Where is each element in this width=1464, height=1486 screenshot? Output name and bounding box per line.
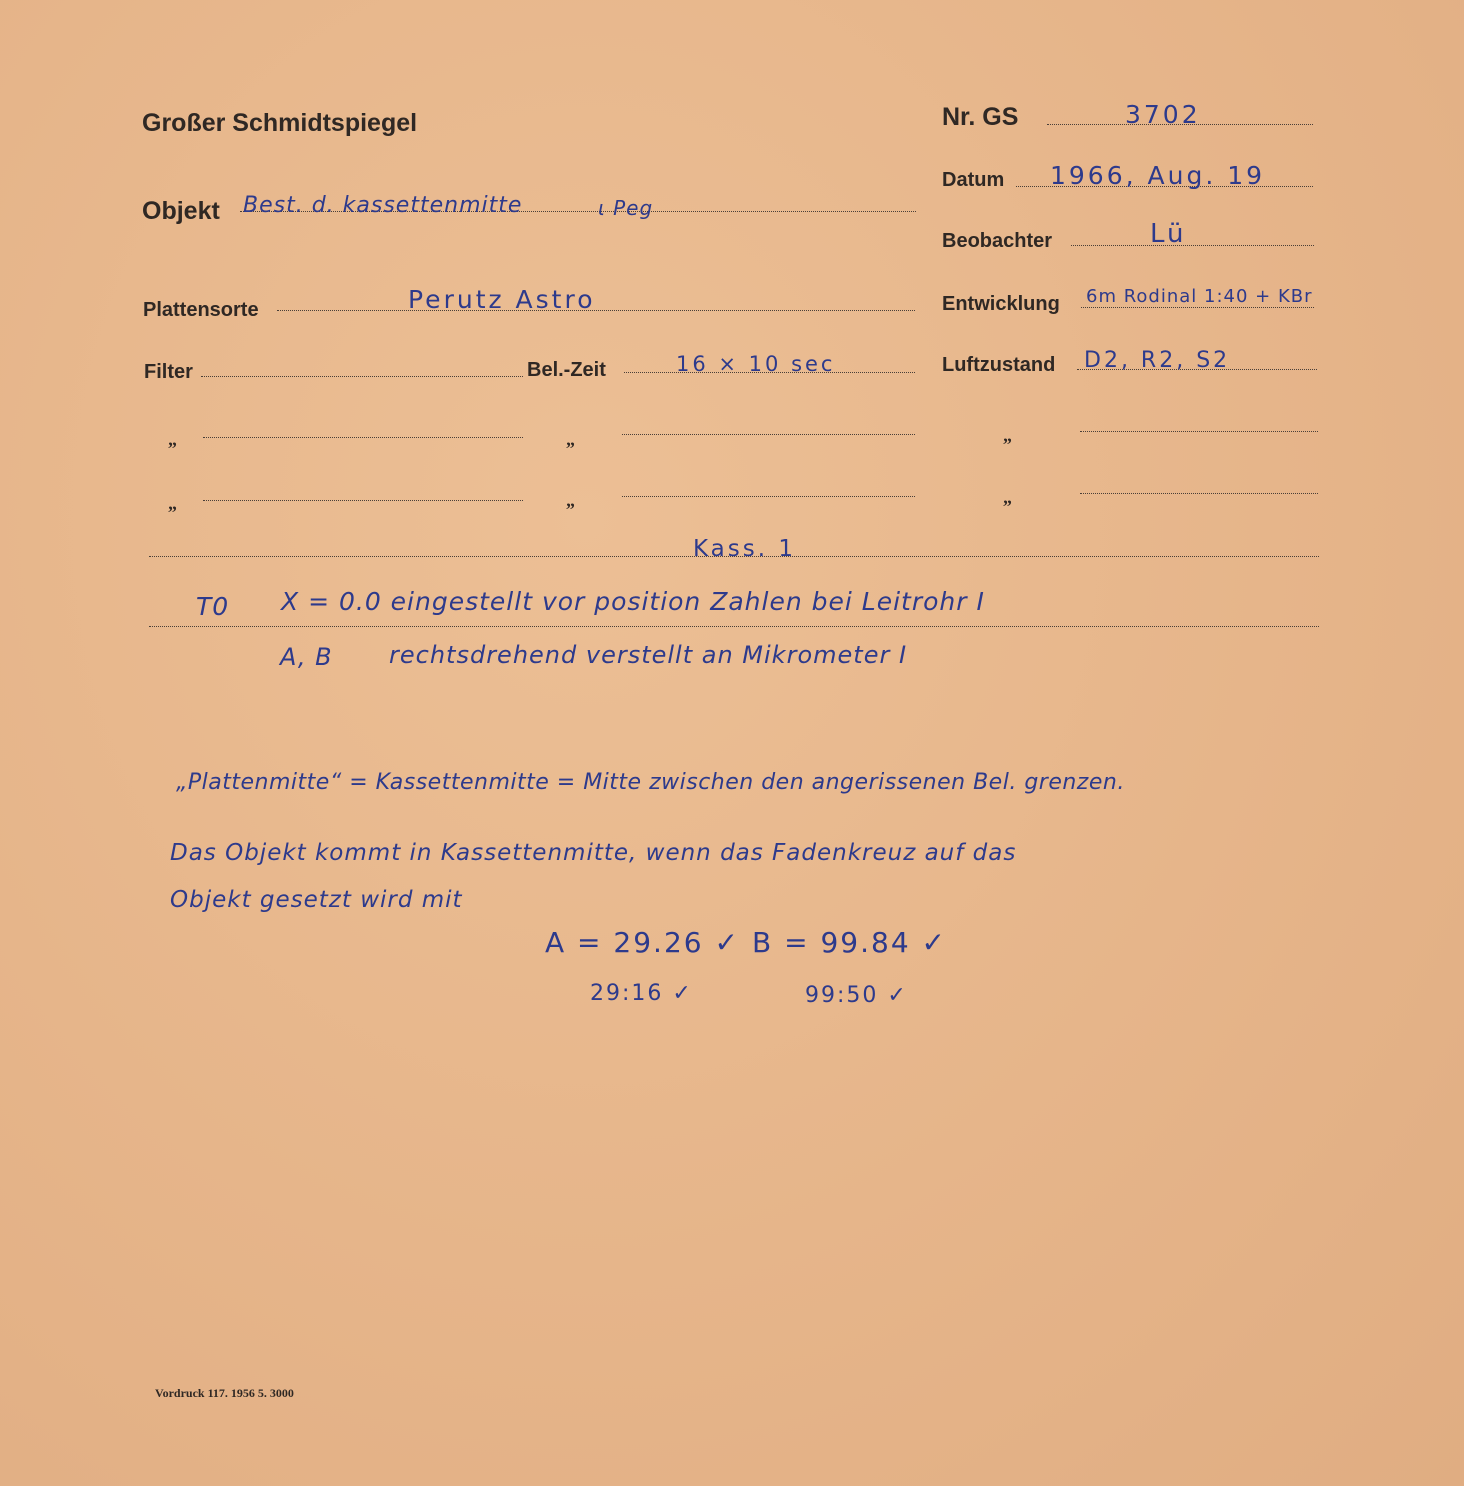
beobachter-value: Lü xyxy=(1150,219,1187,249)
a-value: A = 29.26 ✓ xyxy=(545,926,740,959)
objekt-label: Objekt xyxy=(142,197,220,225)
entwicklung-label: Entwicklung xyxy=(942,293,1060,315)
note-line-5: Objekt gesetzt wird mit xyxy=(170,887,463,913)
filter-label: Filter xyxy=(144,361,193,383)
ditto-mark: „ xyxy=(566,429,575,449)
datum-value: 1966, Aug. 19 xyxy=(1050,161,1266,190)
plattensorte-value: Perutz Astro xyxy=(408,285,596,314)
ditto-mark: „ xyxy=(1003,487,1012,507)
b-value-2: 99:50 ✓ xyxy=(805,983,908,1008)
blank-line xyxy=(622,434,915,435)
plattensorte-line xyxy=(277,310,915,311)
belzeit-value: 16 × 10 sec xyxy=(676,352,836,376)
note-line-1: X = 0.0 eingestellt vor position Zahlen bei Leitrohr I xyxy=(281,587,985,616)
blank-line xyxy=(1080,431,1318,432)
luftzustand-value: D2, R2, S2 xyxy=(1084,348,1231,373)
note-line-2: rechtsdrehend verstellt an Mikrometer I xyxy=(389,641,908,669)
blank-line xyxy=(622,496,915,497)
blank-line xyxy=(203,500,523,501)
plattensorte-label: Plattensorte xyxy=(143,299,259,321)
blank-line xyxy=(203,437,523,438)
entwicklung-line xyxy=(1081,307,1314,308)
objekt-extra: ι Peg xyxy=(598,196,654,220)
entwicklung-value: 6m Rodinal 1:40 + KBr xyxy=(1086,286,1313,307)
ditto-mark: „ xyxy=(168,493,177,513)
nr-label: Nr. GS xyxy=(942,103,1019,131)
filter-line xyxy=(201,376,523,377)
belzeit-label: Bel.-Zeit xyxy=(527,359,606,381)
note-ab: A, B xyxy=(280,643,333,671)
ditto-mark: „ xyxy=(1003,425,1012,445)
beobachter-label: Beobachter xyxy=(942,230,1053,252)
luftzustand-label: Luftzustand xyxy=(942,354,1056,376)
nr-value: 3702 xyxy=(1125,100,1201,129)
ditto-mark: „ xyxy=(566,490,575,510)
form-title: Großer Schmidtspiegel xyxy=(142,109,418,137)
blank-line xyxy=(1080,493,1318,494)
b-value: B = 99.84 ✓ xyxy=(752,926,947,959)
datum-label: Datum xyxy=(942,169,1005,191)
objekt-value: Best. d. kassettenmitte xyxy=(243,193,523,218)
remarks-line xyxy=(149,626,1319,627)
note-line-4: Das Objekt kommt in Kassettenmitte, wenn das Fadenkreuz auf das xyxy=(170,840,1017,866)
note-line-3: „Plattenmitte“ = Kassettenmitte = Mitte zwischen den angerissenen Bel. grenzen. xyxy=(176,770,1125,795)
kassette-label: Kass. 1 xyxy=(693,536,796,562)
form-footer: Vordruck 117. 1956 5. 3000 xyxy=(155,1386,294,1400)
a-value-2: 29:16 ✓ xyxy=(590,981,693,1006)
beobachter-line xyxy=(1071,245,1314,246)
ditto-mark: „ xyxy=(168,429,177,449)
note-to: T0 xyxy=(196,592,230,621)
